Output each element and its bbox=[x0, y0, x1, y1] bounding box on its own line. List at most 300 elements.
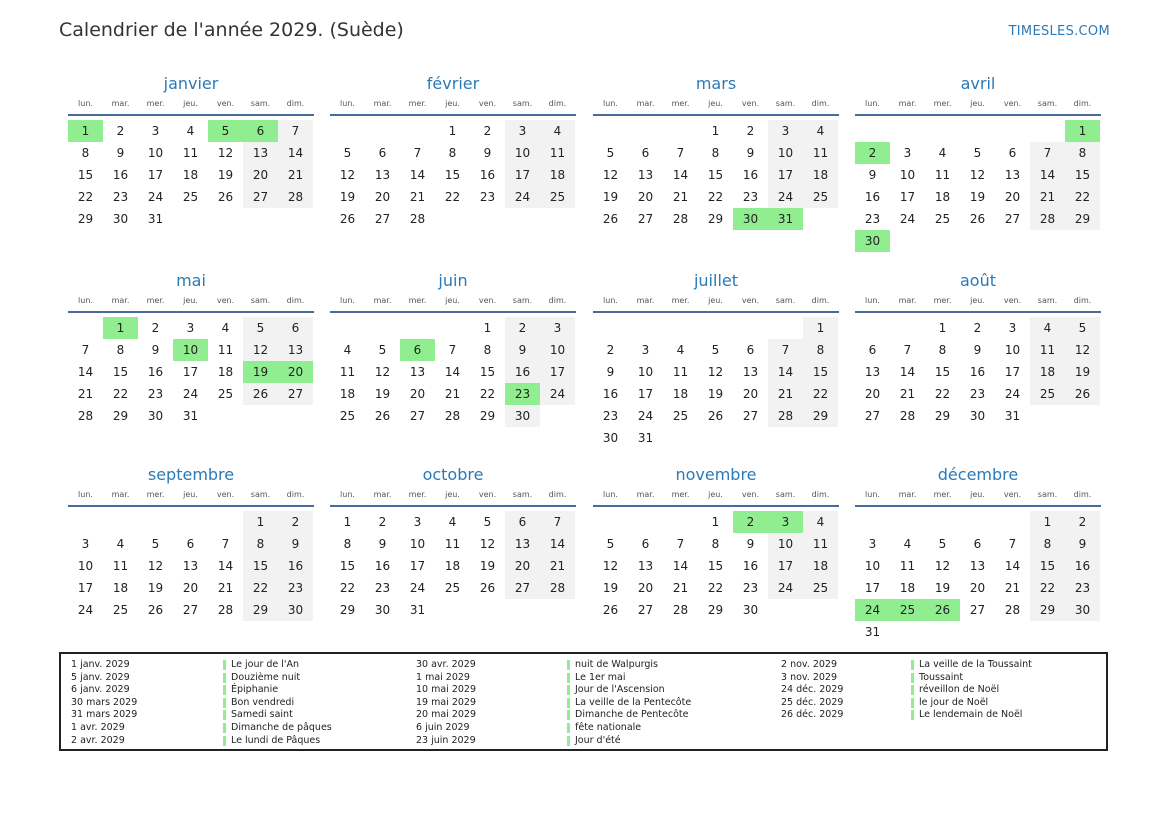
weekday-label: mar. bbox=[111, 296, 130, 305]
day-cell: 14 bbox=[899, 365, 916, 379]
day-cell: 24 bbox=[768, 186, 803, 208]
page-title: Calendrier de l'année 2029. (Suède) bbox=[59, 19, 404, 41]
day-cell: 15 bbox=[707, 559, 724, 573]
day-cell: 1 bbox=[711, 515, 720, 529]
day-cell: 6 bbox=[378, 146, 387, 160]
day-cell: 23 bbox=[742, 581, 759, 595]
day-cell: 13 bbox=[969, 559, 986, 573]
day-cell: 15 bbox=[339, 559, 356, 573]
day-cell: 25 bbox=[672, 409, 689, 423]
day-cell: 27 bbox=[1004, 212, 1021, 226]
day-cell: 10 bbox=[77, 559, 94, 573]
day-cell: 19 bbox=[707, 387, 724, 401]
weekday-label: mer. bbox=[408, 490, 427, 499]
weekday-label: lun. bbox=[603, 99, 618, 108]
day-cell: 12 bbox=[217, 146, 234, 160]
holiday-cell: 2 bbox=[733, 511, 768, 533]
legend-holiday-name: le jour de Noël bbox=[911, 697, 988, 710]
legend-holiday-name: Samedi saint bbox=[223, 709, 293, 722]
day-cell: 12 bbox=[374, 365, 391, 379]
day-cell: 13 bbox=[864, 365, 881, 379]
legend-date: 23 juin 2029 bbox=[416, 734, 476, 746]
day-cell: 3 bbox=[903, 146, 912, 160]
day-cell: 21 bbox=[444, 387, 461, 401]
day-cell: 15 bbox=[1030, 555, 1065, 577]
holiday-cell: 24 bbox=[855, 599, 890, 621]
day-cell: 14 bbox=[672, 168, 689, 182]
day-cell: 9 bbox=[483, 146, 492, 160]
weekday-label: jeu. bbox=[970, 490, 985, 499]
day-cell: 16 bbox=[602, 387, 619, 401]
weekday-label: ven. bbox=[741, 490, 760, 499]
day-cell: 6 bbox=[186, 537, 195, 551]
weekday-label: jeu. bbox=[445, 99, 460, 108]
weekday-label: dim. bbox=[811, 296, 830, 305]
weekday-label: lun. bbox=[865, 99, 880, 108]
day-cell: 23 bbox=[1065, 577, 1100, 599]
day-cell: 29 bbox=[1065, 208, 1100, 230]
day-cell: 8 bbox=[243, 533, 278, 555]
day-cell: 21 bbox=[768, 383, 803, 405]
month-divider bbox=[593, 311, 839, 313]
day-cell: 6 bbox=[973, 537, 982, 551]
day-cell: 24 bbox=[147, 190, 164, 204]
day-cell: 11 bbox=[803, 142, 838, 164]
weekday-label: ven. bbox=[216, 296, 235, 305]
day-cell: 2 bbox=[1065, 511, 1100, 533]
legend-holiday-name: La veille de la Toussaint bbox=[911, 659, 1032, 672]
day-cell: 18 bbox=[540, 164, 575, 186]
day-cell: 9 bbox=[1065, 533, 1100, 555]
day-cell: 4 bbox=[186, 124, 195, 138]
day-cell: 15 bbox=[243, 555, 278, 577]
day-cell: 7 bbox=[768, 339, 803, 361]
weekday-label: lun. bbox=[603, 490, 618, 499]
day-cell: 29 bbox=[112, 409, 129, 423]
day-cell: 26 bbox=[339, 212, 356, 226]
month-name: juin bbox=[438, 271, 468, 290]
weekday-label: jeu. bbox=[445, 296, 460, 305]
weekday-label: lun. bbox=[340, 99, 355, 108]
day-cell: 28 bbox=[217, 603, 234, 617]
day-cell: 4 bbox=[448, 515, 457, 529]
day-cell: 22 bbox=[707, 190, 724, 204]
day-cell: 1 bbox=[803, 317, 838, 339]
holiday-cell: 6 bbox=[400, 339, 435, 361]
day-cell: 9 bbox=[278, 533, 313, 555]
day-cell: 16 bbox=[479, 168, 496, 182]
day-cell: 4 bbox=[803, 120, 838, 142]
day-cell: 16 bbox=[1065, 555, 1100, 577]
day-cell: 29 bbox=[479, 409, 496, 423]
weekday-label: sam. bbox=[775, 490, 796, 499]
holiday-cell: 1 bbox=[103, 317, 138, 339]
day-cell: 20 bbox=[374, 190, 391, 204]
day-cell: 1 bbox=[243, 511, 278, 533]
day-cell: 21 bbox=[409, 190, 426, 204]
day-cell: 13 bbox=[637, 168, 654, 182]
weekday-label: dim. bbox=[811, 490, 830, 499]
day-cell: 23 bbox=[278, 577, 313, 599]
day-cell: 5 bbox=[378, 343, 387, 357]
weekday-label: ven. bbox=[478, 490, 497, 499]
day-cell: 16 bbox=[742, 168, 759, 182]
legend-holiday-name: Jour d'été bbox=[567, 735, 621, 748]
day-cell: 10 bbox=[899, 168, 916, 182]
day-cell: 27 bbox=[505, 577, 540, 599]
weekday-label: ven. bbox=[478, 296, 497, 305]
day-cell: 2 bbox=[378, 515, 387, 529]
day-cell: 20 bbox=[409, 387, 426, 401]
weekday-label: dim. bbox=[1073, 296, 1092, 305]
day-cell: 17 bbox=[77, 581, 94, 595]
day-cell: 17 bbox=[182, 365, 199, 379]
day-cell: 5 bbox=[606, 146, 615, 160]
day-cell: 3 bbox=[540, 317, 575, 339]
day-cell: 10 bbox=[1004, 343, 1021, 357]
holiday-cell: 5 bbox=[208, 120, 243, 142]
day-cell: 24 bbox=[182, 387, 199, 401]
day-cell: 17 bbox=[864, 581, 881, 595]
weekday-label: ven. bbox=[1003, 490, 1022, 499]
day-cell: 8 bbox=[116, 343, 125, 357]
weekday-label: jeu. bbox=[708, 490, 723, 499]
day-cell: 30 bbox=[1065, 599, 1100, 621]
day-cell: 20 bbox=[505, 555, 540, 577]
day-cell: 2 bbox=[278, 511, 313, 533]
day-cell: 25 bbox=[803, 577, 838, 599]
day-cell: 31 bbox=[147, 212, 164, 226]
weekday-label: lun. bbox=[340, 490, 355, 499]
day-cell: 24 bbox=[1004, 387, 1021, 401]
day-cell: 3 bbox=[186, 321, 195, 335]
weekday-label: ven. bbox=[216, 490, 235, 499]
day-cell: 18 bbox=[803, 555, 838, 577]
day-cell: 14 bbox=[672, 559, 689, 573]
weekday-label: mar. bbox=[636, 296, 655, 305]
day-cell: 25 bbox=[339, 409, 356, 423]
day-cell: 3 bbox=[768, 120, 803, 142]
weekday-label: jeu. bbox=[708, 296, 723, 305]
day-cell: 12 bbox=[1065, 339, 1100, 361]
day-cell: 1 bbox=[938, 321, 947, 335]
month-divider bbox=[330, 505, 576, 507]
weekday-label: jeu. bbox=[970, 99, 985, 108]
day-cell: 27 bbox=[969, 603, 986, 617]
day-cell: 7 bbox=[903, 343, 912, 357]
day-cell: 27 bbox=[864, 409, 881, 423]
weekday-label: mer. bbox=[671, 296, 690, 305]
month-name: avril bbox=[960, 74, 996, 93]
day-cell: 23 bbox=[742, 190, 759, 204]
day-cell: 19 bbox=[602, 581, 619, 595]
day-cell: 28 bbox=[672, 212, 689, 226]
weekday-label: mar. bbox=[898, 296, 917, 305]
day-cell: 5 bbox=[243, 317, 278, 339]
day-cell: 17 bbox=[768, 555, 803, 577]
month-divider bbox=[593, 114, 839, 116]
day-cell: 26 bbox=[243, 383, 278, 405]
day-cell: 23 bbox=[374, 581, 391, 595]
legend-date: 1 avr. 2029 bbox=[71, 722, 125, 733]
weekday-label: dim. bbox=[1073, 490, 1092, 499]
day-cell: 20 bbox=[742, 387, 759, 401]
day-cell: 4 bbox=[803, 511, 838, 533]
day-cell: 25 bbox=[444, 581, 461, 595]
day-cell: 8 bbox=[1030, 533, 1065, 555]
day-cell: 19 bbox=[339, 190, 356, 204]
weekday-label: jeu. bbox=[445, 490, 460, 499]
day-cell: 10 bbox=[147, 146, 164, 160]
day-cell: 8 bbox=[938, 343, 947, 357]
day-cell: 4 bbox=[903, 537, 912, 551]
legend-holiday-name: Douzième nuit bbox=[223, 672, 300, 685]
day-cell: 1 bbox=[711, 124, 720, 138]
weekday-label: dim. bbox=[1073, 99, 1092, 108]
day-cell: 9 bbox=[505, 339, 540, 361]
month-name: mai bbox=[176, 271, 206, 290]
day-cell: 12 bbox=[602, 168, 619, 182]
day-cell: 10 bbox=[505, 142, 540, 164]
day-cell: 25 bbox=[217, 387, 234, 401]
day-cell: 11 bbox=[540, 142, 575, 164]
month-divider bbox=[330, 114, 576, 116]
legend-holiday-name: Le 1er mai bbox=[567, 672, 626, 685]
day-cell: 22 bbox=[77, 190, 94, 204]
legend-date: 3 nov. 2029 bbox=[781, 671, 837, 683]
day-cell: 26 bbox=[374, 409, 391, 423]
month-name: août bbox=[959, 271, 996, 290]
day-cell: 27 bbox=[243, 186, 278, 208]
weekday-label: mar. bbox=[636, 99, 655, 108]
weekday-label: dim. bbox=[286, 99, 305, 108]
day-cell: 16 bbox=[864, 190, 881, 204]
day-cell: 8 bbox=[1065, 142, 1100, 164]
legend-holiday-name: Dimanche de Pentecôte bbox=[567, 709, 689, 722]
month-divider bbox=[855, 311, 1101, 313]
weekday-label: mer. bbox=[408, 99, 427, 108]
weekday-label: lun. bbox=[865, 296, 880, 305]
month-divider bbox=[855, 505, 1101, 507]
day-cell: 1 bbox=[1030, 511, 1065, 533]
day-cell: 28 bbox=[1030, 208, 1065, 230]
weekday-label: ven. bbox=[478, 99, 497, 108]
day-cell: 28 bbox=[672, 603, 689, 617]
day-cell: 30 bbox=[602, 431, 619, 445]
day-cell: 27 bbox=[637, 212, 654, 226]
day-cell: 29 bbox=[339, 603, 356, 617]
day-cell: 26 bbox=[602, 212, 619, 226]
day-cell: 13 bbox=[243, 142, 278, 164]
weekday-label: mer. bbox=[408, 296, 427, 305]
day-cell: 18 bbox=[1030, 361, 1065, 383]
day-cell: 15 bbox=[112, 365, 129, 379]
day-cell: 12 bbox=[479, 537, 496, 551]
day-cell: 10 bbox=[540, 339, 575, 361]
day-cell: 14 bbox=[540, 533, 575, 555]
month-divider bbox=[68, 311, 314, 313]
day-cell: 16 bbox=[742, 559, 759, 573]
day-cell: 4 bbox=[116, 537, 125, 551]
day-cell: 25 bbox=[182, 190, 199, 204]
day-cell: 8 bbox=[483, 343, 492, 357]
day-cell: 25 bbox=[803, 186, 838, 208]
holiday-cell: 1 bbox=[1065, 120, 1100, 142]
day-cell: 6 bbox=[746, 343, 755, 357]
month-divider bbox=[330, 311, 576, 313]
legend-date: 31 mars 2029 bbox=[71, 709, 138, 721]
day-cell: 15 bbox=[479, 365, 496, 379]
day-cell: 1 bbox=[483, 321, 492, 335]
day-cell: 14 bbox=[77, 365, 94, 379]
day-cell: 13 bbox=[1004, 168, 1021, 182]
day-cell: 28 bbox=[444, 409, 461, 423]
legend-holiday-name: Toussaint bbox=[911, 672, 963, 685]
legend-date: 19 mai 2029 bbox=[416, 696, 477, 708]
weekday-label: sam. bbox=[512, 490, 533, 499]
weekday-label: sam. bbox=[250, 490, 271, 499]
day-cell: 29 bbox=[934, 409, 951, 423]
day-cell: 18 bbox=[672, 387, 689, 401]
legend-holiday-name: réveillon de Noël bbox=[911, 684, 999, 697]
day-cell: 11 bbox=[112, 559, 129, 573]
weekday-label: mer. bbox=[146, 99, 165, 108]
legend-date: 20 mai 2029 bbox=[416, 709, 477, 721]
day-cell: 4 bbox=[938, 146, 947, 160]
day-cell: 24 bbox=[768, 577, 803, 599]
legend-holiday-name: Le lundi de Pâques bbox=[223, 735, 320, 748]
day-cell: 17 bbox=[637, 387, 654, 401]
day-cell: 23 bbox=[969, 387, 986, 401]
weekday-label: ven. bbox=[1003, 99, 1022, 108]
day-cell: 29 bbox=[707, 603, 724, 617]
weekday-label: mar. bbox=[898, 490, 917, 499]
day-cell: 21 bbox=[278, 164, 313, 186]
day-cell: 29 bbox=[1030, 599, 1065, 621]
weekday-label: mar. bbox=[111, 99, 130, 108]
legend-date: 6 juin 2029 bbox=[416, 722, 470, 733]
month-name: novembre bbox=[675, 465, 757, 484]
day-cell: 22 bbox=[934, 387, 951, 401]
site-link[interactable]: TIMESLES.COM bbox=[1008, 24, 1110, 39]
day-cell: 18 bbox=[217, 365, 234, 379]
day-cell: 11 bbox=[934, 168, 951, 182]
weekday-label: mar. bbox=[373, 99, 392, 108]
day-cell: 28 bbox=[899, 409, 916, 423]
legend-holiday-name: Jour de l'Ascension bbox=[567, 684, 665, 697]
day-cell: 20 bbox=[864, 387, 881, 401]
day-cell: 17 bbox=[505, 164, 540, 186]
day-cell: 12 bbox=[339, 168, 356, 182]
day-cell: 12 bbox=[707, 365, 724, 379]
day-cell: 25 bbox=[112, 603, 129, 617]
day-cell: 4 bbox=[343, 343, 352, 357]
day-cell: 7 bbox=[1030, 142, 1065, 164]
day-cell: 31 bbox=[1004, 409, 1021, 423]
day-cell: 13 bbox=[742, 365, 759, 379]
weekday-label: mar. bbox=[898, 99, 917, 108]
day-cell: 5 bbox=[343, 146, 352, 160]
day-cell: 24 bbox=[77, 603, 94, 617]
day-cell: 11 bbox=[1030, 339, 1065, 361]
weekday-label: mar. bbox=[111, 490, 130, 499]
month-name: septembre bbox=[147, 465, 235, 484]
day-cell: 26 bbox=[479, 581, 496, 595]
day-cell: 21 bbox=[217, 581, 234, 595]
day-cell: 11 bbox=[182, 146, 199, 160]
legend-date: 6 janv. 2029 bbox=[71, 684, 130, 696]
day-cell: 12 bbox=[147, 559, 164, 573]
weekday-label: jeu. bbox=[183, 99, 198, 108]
legend-date: 10 mai 2029 bbox=[416, 684, 477, 696]
day-cell: 23 bbox=[147, 387, 164, 401]
day-cell: 30 bbox=[742, 603, 759, 617]
day-cell: 18 bbox=[899, 581, 916, 595]
month-divider bbox=[593, 505, 839, 507]
legend-holiday-name: nuit de Walpurgis bbox=[567, 659, 658, 672]
day-cell: 20 bbox=[182, 581, 199, 595]
day-cell: 14 bbox=[278, 142, 313, 164]
day-cell: 22 bbox=[444, 190, 461, 204]
day-cell: 17 bbox=[768, 164, 803, 186]
day-cell: 5 bbox=[483, 515, 492, 529]
weekday-label: lun. bbox=[865, 490, 880, 499]
day-cell: 18 bbox=[182, 168, 199, 182]
weekday-label: mer. bbox=[146, 296, 165, 305]
weekday-label: mar. bbox=[636, 490, 655, 499]
day-cell: 29 bbox=[707, 212, 724, 226]
day-cell: 26 bbox=[147, 603, 164, 617]
weekday-label: jeu. bbox=[708, 99, 723, 108]
day-cell: 5 bbox=[606, 537, 615, 551]
day-cell: 20 bbox=[637, 190, 654, 204]
day-cell: 26 bbox=[1065, 383, 1100, 405]
day-cell: 18 bbox=[112, 581, 129, 595]
legend-date: 30 mars 2029 bbox=[71, 696, 138, 708]
day-cell: 15 bbox=[707, 168, 724, 182]
day-cell: 2 bbox=[606, 343, 615, 357]
day-cell: 28 bbox=[1004, 603, 1021, 617]
day-cell: 19 bbox=[374, 387, 391, 401]
legend-holiday-name: Épiphanie bbox=[223, 684, 278, 697]
legend-date: 24 déc. 2029 bbox=[781, 684, 844, 696]
day-cell: 19 bbox=[217, 168, 234, 182]
day-cell: 8 bbox=[81, 146, 90, 160]
day-cell: 19 bbox=[969, 190, 986, 204]
day-cell: 9 bbox=[378, 537, 387, 551]
day-cell: 21 bbox=[77, 387, 94, 401]
day-cell: 11 bbox=[217, 343, 234, 357]
day-cell: 13 bbox=[374, 168, 391, 182]
weekday-label: sam. bbox=[775, 99, 796, 108]
day-cell: 24 bbox=[505, 186, 540, 208]
weekday-label: mar. bbox=[373, 296, 392, 305]
day-cell: 15 bbox=[803, 361, 838, 383]
day-cell: 22 bbox=[339, 581, 356, 595]
day-cell: 14 bbox=[409, 168, 426, 182]
day-cell: 3 bbox=[505, 120, 540, 142]
day-cell: 28 bbox=[77, 409, 94, 423]
holiday-cell: 1 bbox=[68, 120, 103, 142]
day-cell: 19 bbox=[1065, 361, 1100, 383]
day-cell: 31 bbox=[637, 431, 654, 445]
day-cell: 26 bbox=[602, 603, 619, 617]
legend-date: 1 mai 2029 bbox=[416, 671, 470, 683]
day-cell: 8 bbox=[711, 537, 720, 551]
holiday-cell: 31 bbox=[768, 208, 803, 230]
day-cell: 23 bbox=[479, 190, 496, 204]
month-divider bbox=[855, 114, 1101, 116]
